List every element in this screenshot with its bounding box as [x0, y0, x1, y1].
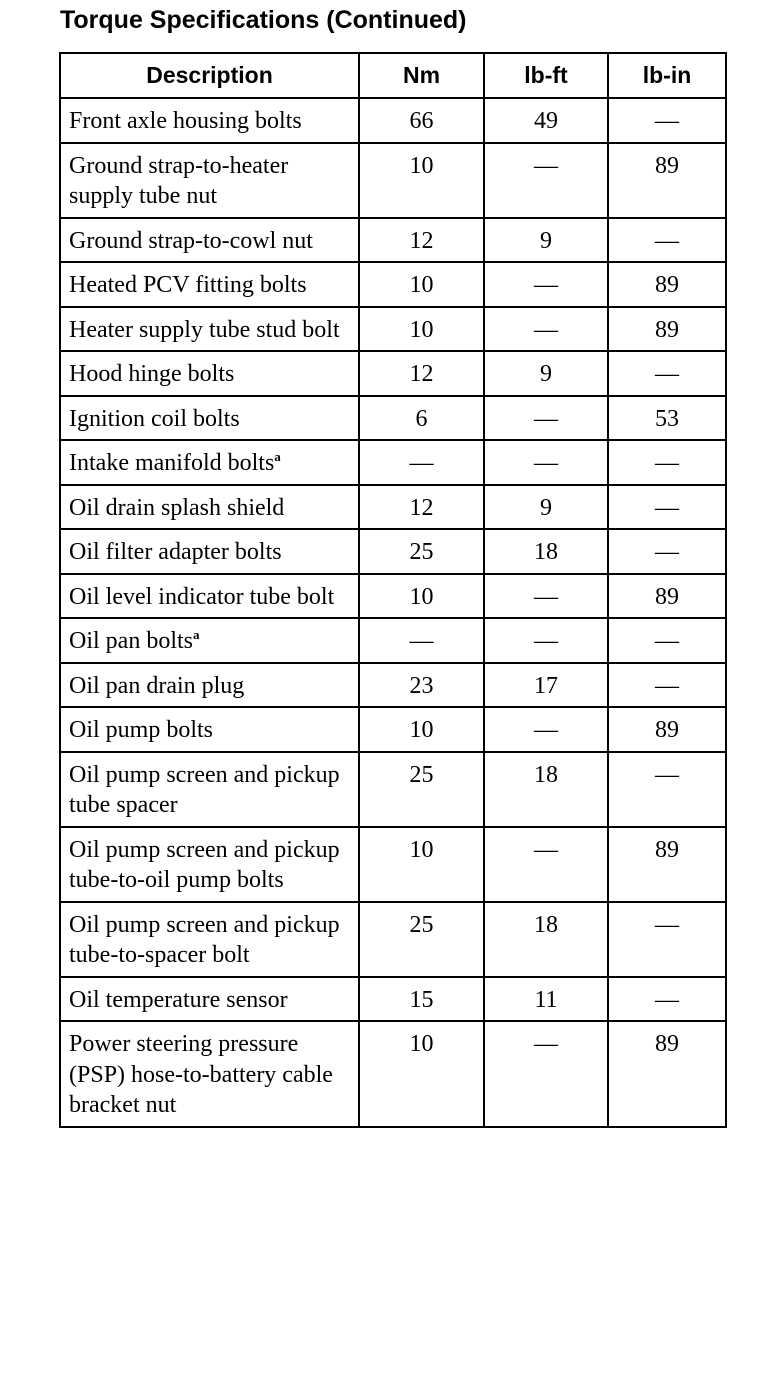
description-text: Oil drain splash shield — [69, 494, 285, 521]
description-text: Heated PCV fitting bolts — [69, 272, 307, 298]
cell-description — [60, 351, 359, 396]
cell-lb-ft: 18 — [484, 752, 608, 827]
cell-description — [60, 663, 359, 708]
cell-lb-ft: 17 — [484, 663, 608, 708]
table-row — [60, 143, 726, 218]
description-text: Oil filter adapter bolts — [69, 539, 282, 565]
cell-description — [60, 218, 359, 263]
table-row — [60, 307, 726, 352]
description-text: Front axle housing bolts — [69, 108, 302, 134]
header-lb-in: lb-in — [608, 53, 726, 98]
cell-description — [60, 485, 359, 530]
cell-lb-ft: — — [484, 827, 608, 902]
cell-lb-in: — — [608, 902, 726, 977]
cell-nm: — — [359, 440, 484, 485]
description-text: Ignition coil bolts — [69, 405, 240, 432]
cell-lb-in: — — [608, 977, 726, 1022]
table-row — [60, 351, 726, 396]
cell-lb-in: — — [608, 98, 726, 143]
cell-nm: 15 — [359, 977, 484, 1022]
cell-nm: 25 — [359, 752, 484, 827]
cell-lb-ft: 49 — [484, 98, 608, 143]
cell-nm: 10 — [359, 707, 484, 752]
description-text: Oil temperature sensor — [69, 986, 288, 1013]
cell-nm: 10 — [359, 307, 484, 352]
table-row — [60, 827, 726, 902]
description-text: Oil pump screen and pickup tube spacer — [69, 761, 340, 818]
cell-lb-in: — — [608, 218, 726, 263]
cell-description — [60, 752, 359, 827]
cell-nm: 12 — [359, 218, 484, 263]
header-lb-ft: lb-ft — [484, 53, 608, 98]
cell-lb-in: — — [608, 440, 726, 485]
cell-lb-in: — — [608, 752, 726, 827]
torque-spec-table — [59, 52, 727, 1128]
table-row — [60, 98, 726, 143]
table-row — [60, 262, 726, 307]
cell-lb-in: 89 — [608, 143, 726, 218]
description-text: Ground strap-to-heater supply tube nut — [69, 152, 289, 209]
description-text: Oil pump screen and pickup tube-to-oil pump bolts — [69, 836, 340, 893]
cell-lb-in: 89 — [608, 307, 726, 352]
cell-lb-in: — — [608, 485, 726, 530]
cell-description — [60, 529, 359, 574]
description-text: Power steering pressure (PSP) hose-to-battery cable bracket nut — [69, 1031, 333, 1118]
table-row — [60, 752, 726, 827]
cell-description — [60, 396, 359, 441]
cell-description — [60, 1021, 359, 1127]
cell-lb-ft: 9 — [484, 351, 608, 396]
cell-lb-ft: — — [484, 1021, 608, 1127]
cell-lb-ft: — — [484, 440, 608, 485]
cell-description — [60, 307, 359, 352]
cell-lb-ft: — — [484, 307, 608, 352]
cell-lb-in: 89 — [608, 1021, 726, 1127]
footnote-marker: a — [274, 449, 281, 464]
cell-lb-in: 89 — [608, 262, 726, 307]
cell-description — [60, 977, 359, 1022]
page-title: Torque Specifications (Continued) — [60, 6, 467, 34]
cell-lb-ft: 18 — [484, 529, 608, 574]
header-description: Description — [60, 53, 359, 98]
cell-lb-in: — — [608, 663, 726, 708]
description-text: Ground strap-to-cowl nut — [69, 227, 313, 254]
cell-description — [60, 618, 359, 663]
table-row — [60, 485, 726, 530]
cell-lb-in: — — [608, 529, 726, 574]
cell-nm: 25 — [359, 529, 484, 574]
cell-nm: 10 — [359, 574, 484, 619]
cell-nm: 10 — [359, 1021, 484, 1127]
description-text: Heater supply tube stud bolt — [69, 316, 340, 343]
cell-lb-ft: — — [484, 143, 608, 218]
table-row — [60, 1021, 726, 1127]
cell-lb-in: 53 — [608, 396, 726, 441]
cell-lb-ft: 9 — [484, 218, 608, 263]
cell-lb-ft: 11 — [484, 977, 608, 1022]
description-text: Oil pump bolts — [69, 717, 214, 743]
cell-lb-ft: — — [484, 396, 608, 441]
table-row — [60, 977, 726, 1022]
table-row — [60, 707, 726, 752]
cell-lb-in: 89 — [608, 574, 726, 619]
table-row — [60, 440, 726, 485]
cell-lb-ft: — — [484, 574, 608, 619]
table-row — [60, 618, 726, 663]
cell-nm: 10 — [359, 262, 484, 307]
cell-description — [60, 827, 359, 902]
description-text: Oil level indicator tube bolt — [69, 583, 335, 610]
cell-description — [60, 902, 359, 977]
table-row — [60, 663, 726, 708]
cell-nm: 66 — [359, 98, 484, 143]
cell-lb-in: — — [608, 351, 726, 396]
cell-nm: 23 — [359, 663, 484, 708]
cell-nm: 25 — [359, 902, 484, 977]
description-text: Oil pan bolts — [69, 628, 193, 654]
cell-lb-ft: — — [484, 707, 608, 752]
table-row — [60, 218, 726, 263]
table-row — [60, 529, 726, 574]
description-text: Hood hinge bolts — [69, 361, 235, 387]
cell-nm: 12 — [359, 485, 484, 530]
table-row — [60, 902, 726, 977]
cell-nm: 6 — [359, 396, 484, 441]
cell-lb-ft: 9 — [484, 485, 608, 530]
table-row — [60, 574, 726, 619]
table-row — [60, 396, 726, 441]
cell-lb-ft: 18 — [484, 902, 608, 977]
cell-nm: 12 — [359, 351, 484, 396]
footnote-marker: a — [193, 627, 200, 642]
cell-description — [60, 98, 359, 143]
description-text: Oil pan drain plug — [69, 672, 245, 699]
header-nm: Nm — [359, 53, 484, 98]
cell-lb-ft: — — [484, 262, 608, 307]
cell-nm: 10 — [359, 143, 484, 218]
cell-lb-in: — — [608, 618, 726, 663]
cell-lb-ft: — — [484, 618, 608, 663]
cell-nm: — — [359, 618, 484, 663]
description-text: Intake manifold bolts — [69, 450, 275, 476]
cell-lb-in: 89 — [608, 707, 726, 752]
cell-description — [60, 262, 359, 307]
cell-description — [60, 707, 359, 752]
cell-nm: 10 — [359, 827, 484, 902]
description-text: Oil pump screen and pickup tube-to-spacer bolt — [69, 911, 340, 968]
cell-lb-in: 89 — [608, 827, 726, 902]
cell-description — [60, 574, 359, 619]
cell-description — [60, 440, 359, 485]
table-header-row — [60, 53, 726, 98]
cell-description — [60, 143, 359, 218]
